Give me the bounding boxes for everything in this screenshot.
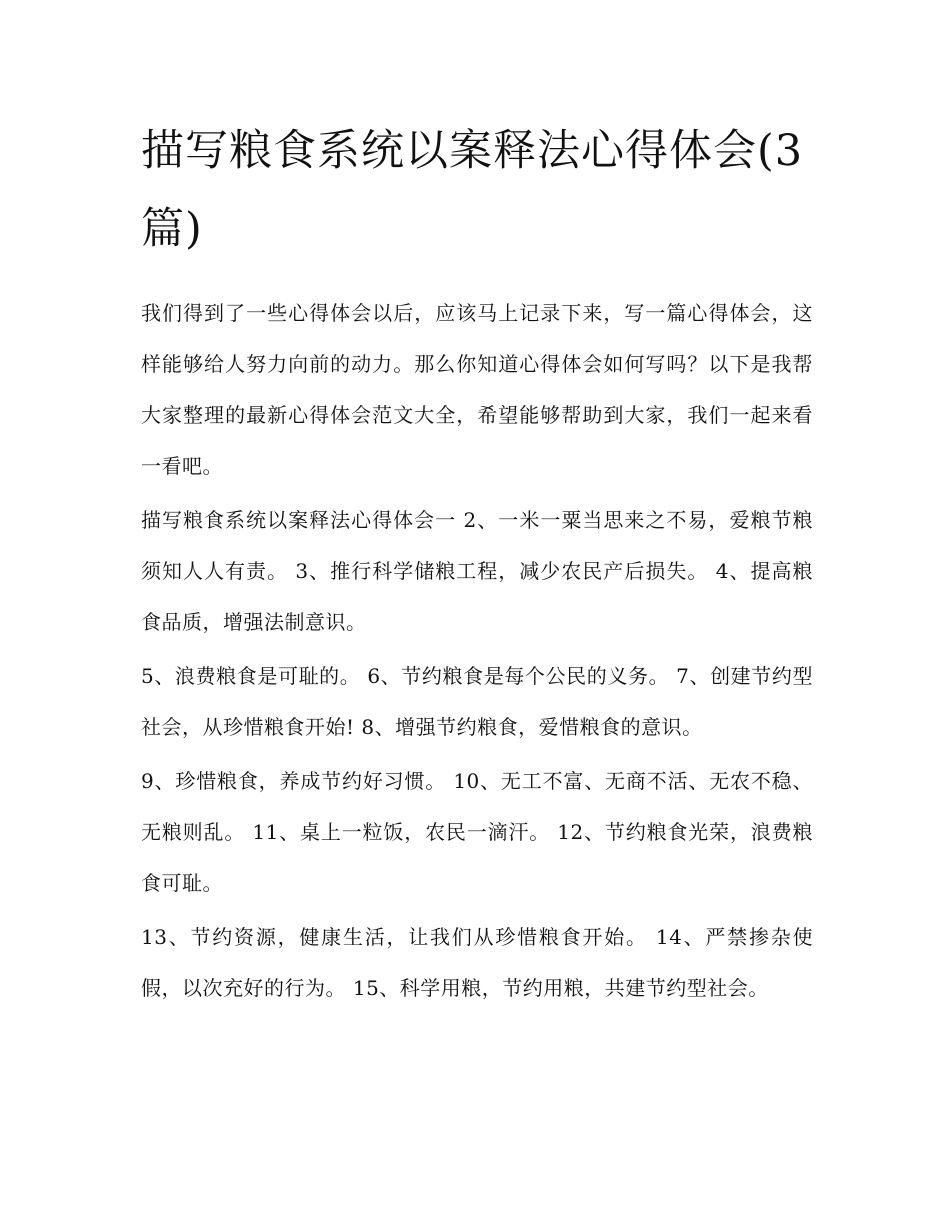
document-title: 描写粮食系统以案释法心得体会(3篇)	[141, 126, 804, 254]
paragraph-slogans-2: 5、浪费粮食是可耻的。 6、节约粮食是每个公民的义务。 7、创建节约型社会，从珍惜粮食开始! 8、增强节约粮食，爱惜粮食的意识。	[141, 664, 813, 739]
document-page	[141, 112, 813, 1017]
paragraph-slogans-1: 描写粮食系统以案释法心得体会一 2、一米一粟当思来之不易，爱粮节粮须知人人有责。 3、推行科学储粮工程，减少农民产后损失。 4、提高粮食品质，增强法制意识。	[141, 508, 813, 634]
paragraph-slogans-4: 13、节约资源，健康生活，让我们从珍惜粮食开始。 14、严禁掺杂使假，以次充好的行为。 15、科学用粮，节约用粮，共建节约型社会。	[141, 925, 813, 1000]
paragraph-slogans-3: 9、珍惜粮食，养成节约好习惯。 10、无工不富、无商不活、无农不稳、无粮则乱。 11、桌上一粒饭，农民一滴汗。 12、节约粮食光荣，浪费粮食可耻。	[141, 769, 813, 895]
paragraph-intro: 我们得到了一些心得体会以后，应该马上记录下来，写一篇心得体会，这样能够给人努力向前的动力。那么你知道心得体会如何写吗？以下是我帮大家整理的最新心得体会范文大全，希望能够帮助到大家，我们一起来看一看吧。	[141, 301, 813, 478]
